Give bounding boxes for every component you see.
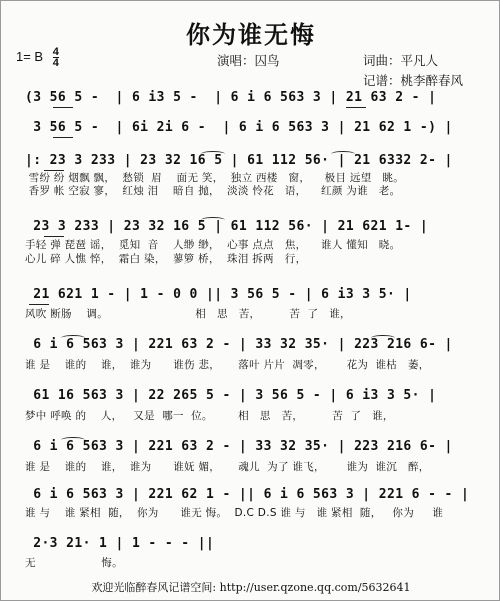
beam-line <box>29 304 49 305</box>
time-denominator: 4 <box>52 57 59 69</box>
notation-row-10: 2·3 21· 1 | 1 - - - || <box>25 536 215 551</box>
slur-mark <box>201 151 225 157</box>
lyric-row-5: 风吹 断肠 调。 相 思 苦， 苦 了 谁， <box>25 308 351 320</box>
transcriber-credit: 记谱：桃李醉春风 <box>363 73 464 88</box>
lyric-row-9: 谁 与 谁 紧相 随， 你为 谁无 悔。 D.C D.S 谁 与 谁 紧相 随， 你为 谁 <box>25 507 443 519</box>
slur-mark <box>371 335 395 341</box>
key-signature <box>16 47 59 68</box>
beam-line <box>53 137 73 138</box>
song-title: 你为谁无悔 <box>186 20 316 49</box>
beam-line <box>346 107 366 108</box>
lyric-row-8: 谁 是 谁的 谁， 谁为 谁妩 媚， 魂儿 为了 谁飞， 谁为 谁沉 醉， <box>25 461 430 473</box>
time-signature <box>53 47 59 68</box>
notation-row-2: 3 56 5 - | 6i 2i 6 - | 6 i 6 563 3 | 21 62 1 -) | <box>25 120 453 135</box>
beam-line <box>44 170 64 171</box>
notation-row-8: 6 i 6 563 3 | 221 63 2 - | 33 32 35· | 223 216 6- | <box>25 439 453 454</box>
lyric-row-3-verse-2: 香罗 帐 空寂 寥， 红烛 泪 暗自 抛， 淡淡 怜花 语， 红颜 为谁 老。 <box>25 185 401 197</box>
slur-mark <box>201 217 225 223</box>
lyric-row-7: 梦中 呼唤 的 人， 又是 哪一 位。 相 思 苦， 苦 了 谁， <box>25 410 394 422</box>
notation-row-6: 6 i 6 563 3 | 221 63 2 - | 33 32 35· | 223 216 6- | <box>25 337 453 352</box>
lyric-row-10: 无 悔。 <box>25 557 123 569</box>
notation-row-7: 61 16 563 3 | 22 265 5 - | 3 56 5 - | 6 i3 3 5· | <box>25 388 437 403</box>
notation-row-5: 21 621 1 - | 1 - 0 0 || 3 56 5 - | 6 i3 3 5· | <box>25 287 412 302</box>
notation-row-9: 6 i 6 563 3 | 221 62 1 - || 6 i 6 563 3 | 221 6 - - | <box>25 487 470 502</box>
beam-line <box>44 236 64 237</box>
lyric-row-3-verse-1: 雪纷 纷 烟飘 飘， 愁锁 眉 面无 笑， 独立 西楼 窗， 极目 远望 眺。 <box>25 172 405 184</box>
footer-credit: 欢迎光临醉春风记谱空间: http://user.qzone.qq.com/5632641 <box>91 581 411 594</box>
lyricist-credit: 词曲：平凡人 <box>363 53 439 68</box>
slur-mark <box>331 151 355 157</box>
notation-row-1: (3 56 5 - | 6 i3 5 - | 6 i 6 563 3 | 21 63 2 - | <box>25 90 437 105</box>
notation-row-4: 23 3 233 | 23 32 16 5 | 61 112 56· | 21 621 1- | <box>25 219 429 234</box>
lyric-row-6: 谁 是 谁的 谁， 谁为 谁伤 悲， 落叶 片片 凋零， 花为 谁枯 萎， <box>25 359 430 371</box>
beam-line <box>53 107 73 108</box>
slur-mark <box>61 437 85 443</box>
singer-credit: 演唱：囚鸟 <box>217 53 280 68</box>
key-label: 1= B <box>16 48 44 64</box>
time-numerator: 4 <box>52 46 59 58</box>
slur-mark <box>61 335 85 341</box>
lyric-row-4-verse-2: 心儿 碎 人憔 悴， 霜白 染， 蓼箩 桥， 珠泪 拆两 行， <box>25 253 307 265</box>
notation-row-3: |: 23 3 233 | 23 32 16 5 | 61 112 56· | 21 6332 2- | <box>25 153 453 168</box>
lyric-row-4-verse-1: 手轻 弹 琵琶 谣， 觅知 音 人缈 缈， 心事 点点 焦， 谁人 懂知 晓。 <box>25 239 401 251</box>
